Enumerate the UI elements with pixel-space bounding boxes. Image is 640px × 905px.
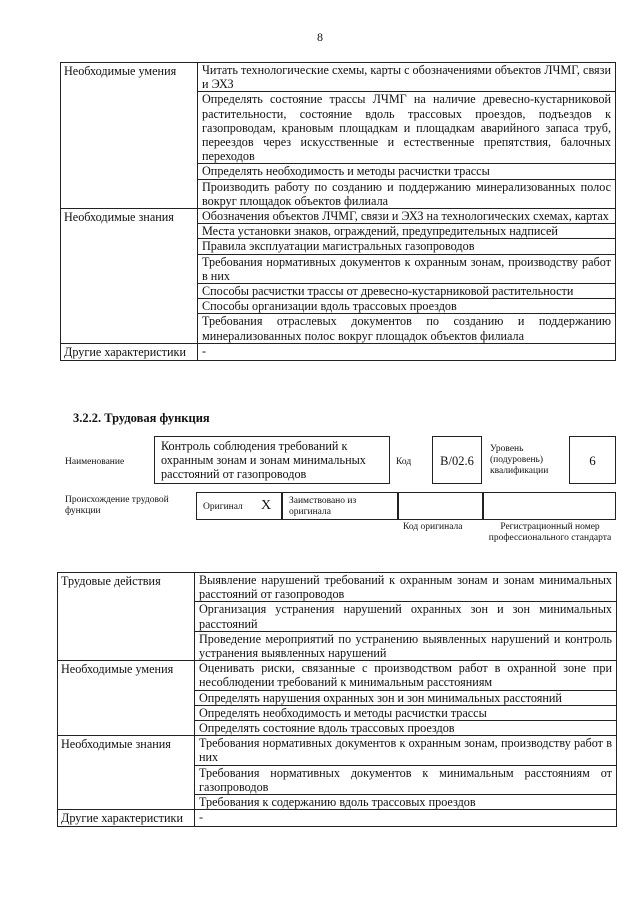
reg-number-label: Регистрационный номер профессионального стандарта — [488, 522, 612, 543]
row-item-text: Обозначения объектов ЛЧМГ, связи и ЭХЗ на технологических схемах, картах — [198, 209, 616, 224]
row-item-text: - — [195, 810, 617, 827]
row-group-label: Необходимые умения — [58, 661, 195, 736]
original-label: Оригинал — [203, 502, 243, 512]
name-label: Наименование — [65, 457, 125, 467]
page-number: 8 — [317, 30, 323, 44]
row-group-label: Другие характеристики — [58, 810, 195, 827]
level-value: 6 — [589, 453, 596, 468]
table-2-body — [58, 573, 617, 827]
table-row — [58, 573, 617, 602]
row-group-label: Трудовые действия — [58, 573, 195, 661]
row-item-text: Определять состояние трассы ЛЧМГ на наличие древесно-кустарниковой растительности, состояние вдоль трассовых проездов, подъездов к газопроводам, крановым площадкам и площадкам аварийного запаса труб, переездов через искусственные и естественные препятствия, балочных переходов — [198, 92, 616, 164]
row-item-text: Определять нарушения охранных зон и зон минимальных расстояний — [195, 690, 617, 705]
original-mark: Х — [261, 498, 272, 513]
row-group-label: Другие характеристики — [61, 343, 198, 360]
row-item-text: Определять необходимость и методы расчистки трассы — [195, 705, 617, 720]
section-heading: 3.2.2. Трудовая функция — [73, 411, 210, 425]
row-group-label: Необходимые знания — [61, 209, 198, 344]
code-original-box — [398, 492, 483, 520]
table-row — [61, 63, 616, 92]
code-original-label: Код оригинала — [403, 522, 463, 532]
table-1-body — [61, 63, 616, 361]
function-name-value: Контроль соблюдения требований к охранным зонам и зонам минимальных расстояний от газопроводов — [161, 439, 366, 481]
table-row — [58, 810, 617, 827]
row-item-text: Организация устранения нарушений охранных зон и зон минимальных расстояний — [195, 602, 617, 631]
row-item-text: Требования нормативных документов к охранным зонам, производству работ в них — [198, 254, 616, 283]
code-box — [432, 436, 482, 484]
level-box — [569, 436, 616, 484]
requirements-table-2 — [57, 572, 617, 827]
borrowed-box — [282, 492, 398, 520]
borrowed-label: Заимствовано из оригинала — [289, 496, 357, 517]
table-row — [61, 343, 616, 360]
row-item-text: Правила эксплуатации магистральных газопроводов — [198, 239, 616, 254]
code-label: Код — [396, 457, 412, 467]
level-label: Уровень (подуровень) квалификации — [490, 444, 549, 476]
row-item-text: Места установки знаков, ограждений, предупредительных надписей — [198, 224, 616, 239]
row-item-text: Читать технологические схемы, карты с обозначениями объектов ЛЧМГ, связи и ЭХЗ — [198, 63, 616, 92]
requirements-table-1 — [60, 62, 616, 361]
row-group-label: Необходимые умения — [61, 63, 198, 209]
row-item-text: Проведение мероприятий по устранению выявленных нарушений и контроль устранения выявленных нарушений — [195, 631, 617, 660]
row-item-text: Определять необходимость и методы расчистки трассы — [198, 164, 616, 179]
row-item-text: Выявление нарушений требований к охранным зонам и зонам минимальных расстояний от газопроводов — [195, 573, 617, 602]
row-item-text: Требования нормативных документов к охранным зонам, производству работ в них — [195, 736, 617, 765]
table-row — [61, 209, 616, 224]
table-row — [58, 736, 617, 765]
function-name-box — [154, 436, 390, 484]
row-item-text: Производить работу по созданию и поддержанию минерализованных полос вокруг площадок объектов филиала — [198, 179, 616, 208]
origin-label: Происхождение трудовой функции — [65, 495, 169, 516]
row-item-text: Требования к содержанию вдоль трассовых проездов — [195, 795, 617, 810]
row-item-text: Оценивать риски, связанные с производством работ в охранной зоне при несоблюдении требований к минимальным расстояниям — [195, 661, 617, 690]
table-row — [58, 661, 617, 690]
row-item-text: Способы расчистки трассы от древесно-кустарниковой растительности — [198, 284, 616, 299]
row-item-text: - — [198, 343, 616, 360]
code-value: В/02.6 — [440, 454, 474, 468]
row-item-text: Требования отраслевых документов по созданию и поддержанию минерализованных полос вокруг площадок объектов филиала — [198, 314, 616, 343]
row-item-text: Способы организации вдоль трассовых проездов — [198, 299, 616, 314]
row-item-text: Требования нормативных документов к минимальным расстояниям от газопроводов — [195, 765, 617, 794]
row-group-label: Необходимые знания — [58, 736, 195, 810]
row-item-text: Определять состояние вдоль трассовых проездов — [195, 721, 617, 736]
original-box — [196, 492, 282, 520]
reg-number-box — [483, 492, 616, 520]
